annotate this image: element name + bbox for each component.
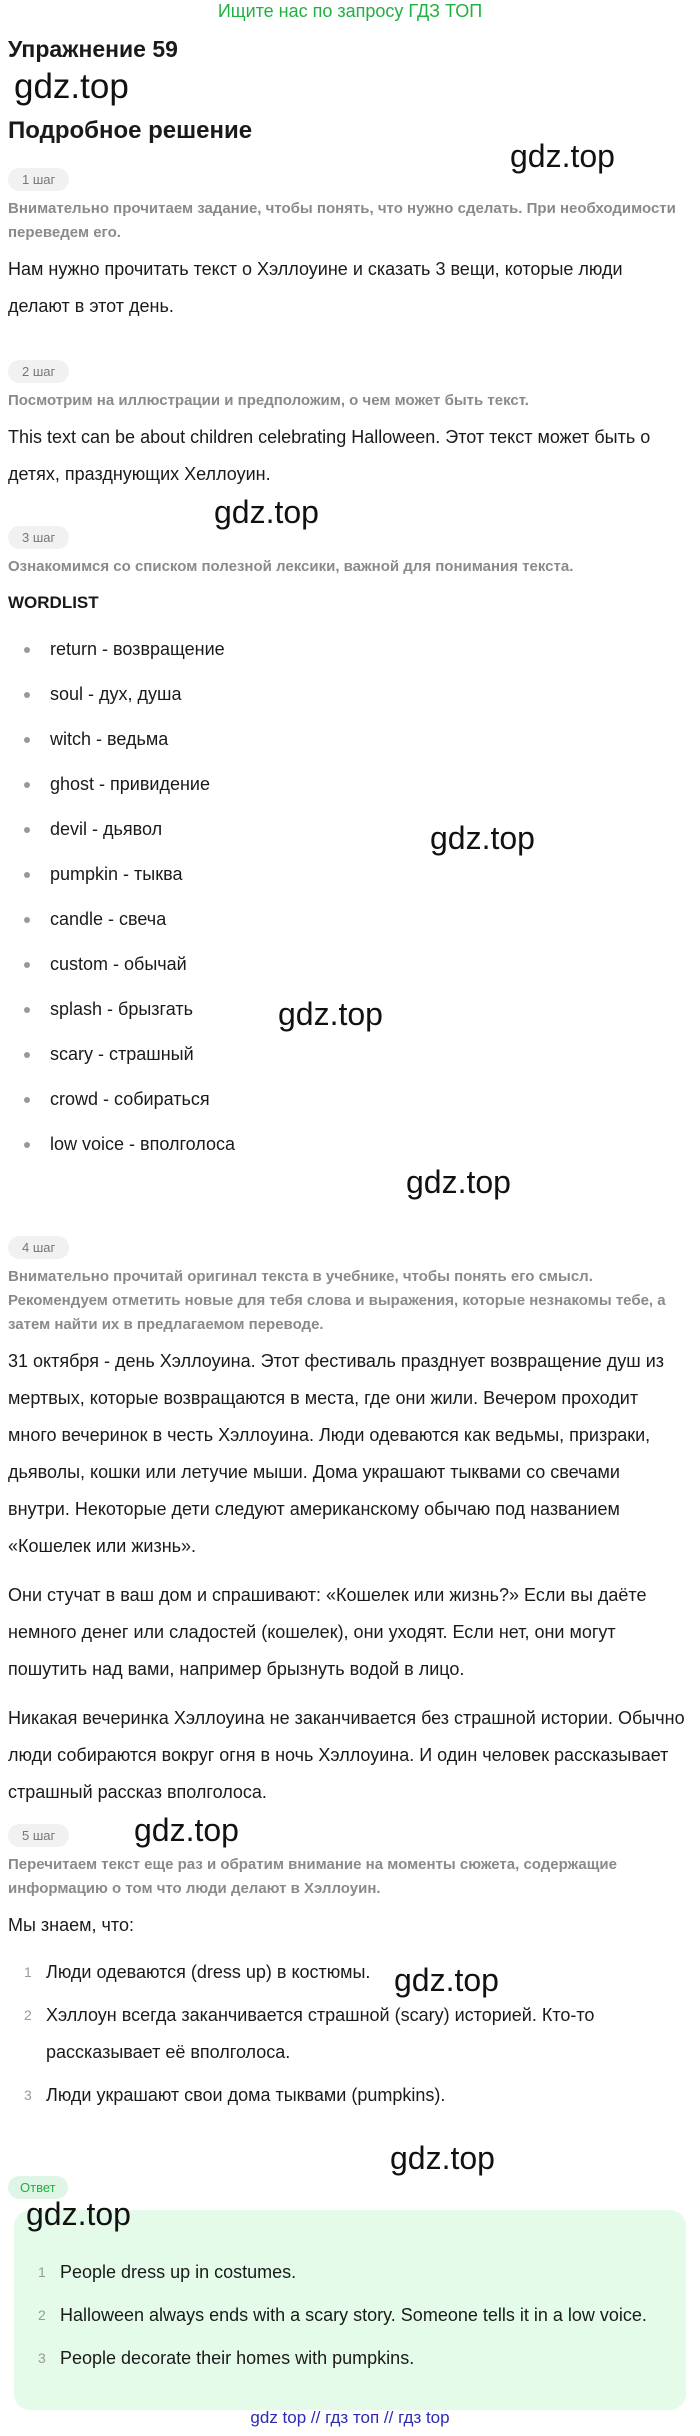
list-item <box>0 1122 700 1167</box>
watermark: gdz.top <box>394 1962 499 1998</box>
step-hint: Ознакомимся со списком полезной лексики, важной для понимания текста. <box>8 558 574 575</box>
bullet-icon <box>24 1052 30 1058</box>
list-item: 1 Люди одеваются (dress up) в костюмы. <box>24 1962 371 1982</box>
bullet-icon <box>24 1007 30 1013</box>
list-item: 2 Halloween always ends with a scary story. Someone tells it in a low voice. <box>38 2305 647 2325</box>
word-entry: devil - дьявол <box>50 819 163 839</box>
word-entry: scary - страшный <box>50 1044 194 1064</box>
paragraph: 31 октября - день Хэллоуина. Этот фестиваль празднует возвращение душ из мертвых, которые возвращаются в места, где они жили. Вечером проходит много вечеринок в честь Хэллоуина. Люди одеваются как ведьмы, призраки, дьяволы, кошки или летучие мыши. Дома украшают тыквами со свечами внутри. Некоторые дети следуют американскому обычаю под названием «Кошелек или жизнь». <box>8 1351 665 1556</box>
fact-text: Люди одеваются (dress up) в костюмы. <box>46 1962 371 1982</box>
top-banner[interactable]: Ищите нас по запросу ГДЗ ТОП <box>217 1 483 21</box>
list-item: 2 Хэллоун всегда заканчивается страшной (scary) историей. Кто-то рассказывает её вполголоса. <box>24 2005 595 2062</box>
bullet-icon <box>24 872 30 878</box>
watermark: gdz.top <box>406 1164 511 1200</box>
bullet-icon <box>24 782 30 788</box>
list-item <box>0 672 700 717</box>
step-text: This text can be about children celebrating Halloween. Этот текст может быть о детях, празднующих Хеллоуин. <box>8 427 651 484</box>
watermark: gdz.top <box>214 494 319 530</box>
step-3 <box>0 526 700 1167</box>
step-5 <box>0 1824 700 2120</box>
word-entry: splash - брызгать <box>50 999 193 1019</box>
list-item <box>0 897 700 942</box>
footer-links[interactable]: gdz top // гдз топ // гдз top <box>250 2408 450 2427</box>
list-item <box>0 852 700 897</box>
answer-text: Halloween always ends with a scary story. Someone tells it in a low voice. <box>60 2305 647 2325</box>
step-4 <box>0 1236 700 1811</box>
bullet-icon <box>24 962 30 968</box>
step-2 <box>0 360 700 493</box>
bullet-icon <box>24 1142 30 1148</box>
bullet-icon <box>24 827 30 833</box>
fact-text: Люди украшают свои дома тыквами (pumpkins). <box>46 2085 446 2105</box>
step-hint: Внимательно прочитаем задание, чтобы понять, что нужно сделать. При необходимости переведем его. <box>8 200 676 241</box>
paragraph: Они стучат в ваш дом и спрашивают: «Кошелек или жизнь?» Если вы даёте немного денег или сладостей (кошелек), они уходят. Если нет, они могут пошутить над вами, например брызнуть водой в лицо. <box>8 1585 647 1679</box>
exercise-title: Упражнение 59 <box>8 36 178 62</box>
watermark: gdz.top <box>278 996 383 1032</box>
list-item <box>0 1032 700 1077</box>
answer-text: People dress up in costumes. <box>60 2262 297 2282</box>
step-text: Нам нужно прочитать текст о Хэллоуине и сказать 3 вещи, которые люди делают в этот день. <box>8 259 623 316</box>
watermark: gdz.top <box>430 820 535 856</box>
watermark: gdz.top <box>390 2140 495 2176</box>
step-badge: 4 шаг <box>8 1236 69 1259</box>
step-intro: Мы знаем, что: <box>8 1915 134 1935</box>
bullet-icon <box>24 692 30 698</box>
step-hint: Посмотрим на иллюстрации и предположим, о чем может быть текст. <box>8 392 529 409</box>
step-badge: 2 шаг <box>8 360 69 383</box>
step-badge: 1 шаг <box>8 168 69 191</box>
word-entry: soul - дух, душа <box>50 684 182 704</box>
list-item <box>0 807 700 852</box>
step-badge: 3 шаг <box>8 526 69 549</box>
word-entry: custom - обычай <box>50 954 187 974</box>
list-item <box>0 762 700 807</box>
step-hint: Внимательно прочитай оригинал текста в учебнике, чтобы понять его смысл. Рекомендуем отметить новые для тебя слова и выражения, которые незнакомы тебе, а затем найти их в предлагаемом переводе. <box>8 1268 666 1333</box>
list-item <box>0 627 700 672</box>
step-badge: 5 шаг <box>8 1824 69 1847</box>
section-title: Подробное решение <box>8 117 253 144</box>
answer-list <box>14 2254 686 2377</box>
watermark: gdz.top <box>134 1812 239 1848</box>
watermark: gdz.top <box>26 2196 131 2232</box>
word-entry: ghost - привидение <box>50 774 210 794</box>
word-entry: candle - свеча <box>50 909 167 929</box>
word-entry: return - возвращение <box>50 639 225 659</box>
fact-text: Хэллоун всегда заканчивается страшной (scary) историей. Кто-то рассказывает её вполголоса. <box>46 2005 595 2062</box>
bullet-icon <box>24 917 30 923</box>
word-entry: witch - ведьма <box>50 729 169 749</box>
bullet-icon <box>24 737 30 743</box>
facts-list <box>0 1954 700 2114</box>
wordlist-title: WORDLIST <box>8 593 99 612</box>
word-entry: pumpkin - тыква <box>50 864 183 884</box>
word-entry: low voice - вполголоса <box>50 1134 235 1154</box>
answer-badge: Ответ <box>8 2176 68 2199</box>
answer-text: People decorate their homes with pumpkins. <box>60 2348 415 2368</box>
list-item: 3 Люди украшают свои дома тыквами (pumpkins). <box>24 2085 446 2105</box>
paragraph: Никакая вечеринка Хэллоуина не заканчивается без страшной истории. Обычно люди собираются вокруг огня в ночь Хэллоуина. И один человек рассказывает страшный рассказ вполголоса. <box>8 1708 685 1802</box>
bullet-icon <box>24 647 30 653</box>
list-item <box>0 1077 700 1122</box>
list-item <box>0 717 700 762</box>
step-hint: Перечитаем текст еще раз и обратим внимание на моменты сюжета, содержащие информацию о том что люди делают в Хэллоуин. <box>8 1856 617 1897</box>
wordlist <box>0 627 700 1167</box>
list-item: 3 People decorate their homes with pumpkins. <box>38 2348 415 2368</box>
site-logo[interactable]: gdz.top <box>14 67 129 106</box>
bullet-icon <box>24 1097 30 1103</box>
word-entry: crowd - собираться <box>50 1089 210 1109</box>
list-item <box>0 942 700 987</box>
watermark: gdz.top <box>510 138 615 174</box>
list-item: 1 People dress up in costumes. <box>38 2262 297 2282</box>
answer-box <box>14 2210 686 2410</box>
step-1 <box>0 168 700 325</box>
